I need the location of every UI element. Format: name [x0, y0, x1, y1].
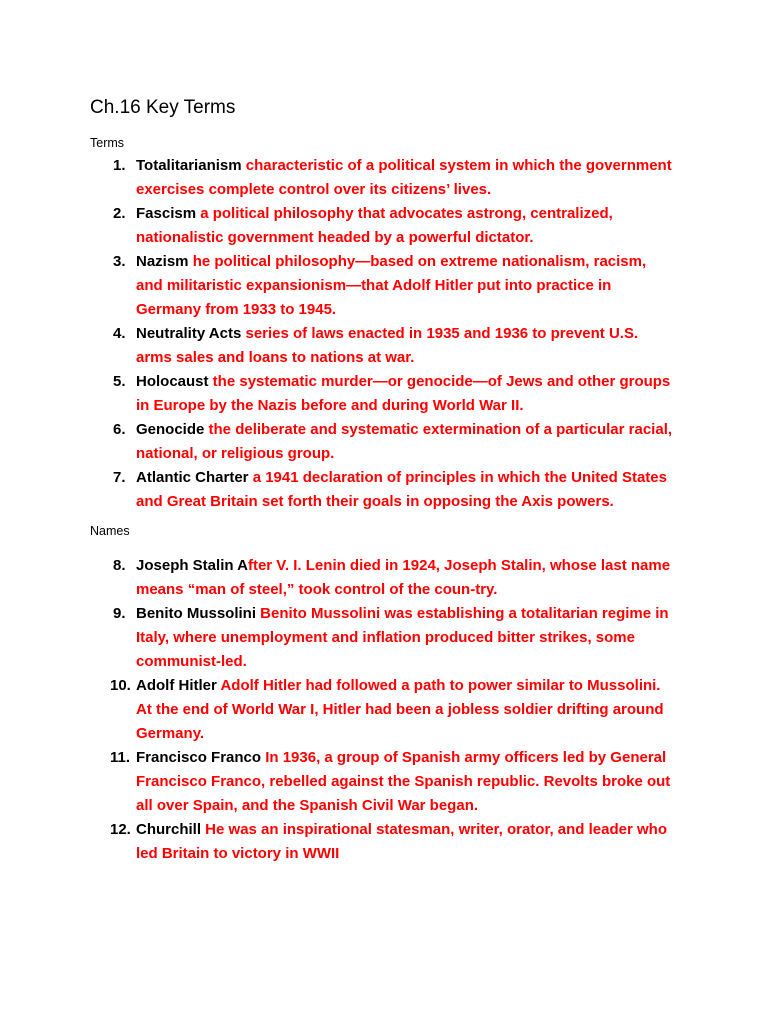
name-number: 12.: [110, 821, 131, 838]
person-description: fter V. I. Lenin died in 1924, Joseph Stalin, whose last name means “man of steel,” took control of the coun-try.: [136, 557, 671, 598]
term-number: 5.: [113, 373, 126, 390]
name-number: 10.: [110, 677, 131, 694]
document-title: Ch.16 Key Terms: [90, 97, 236, 118]
name-item: [0, 674, 676, 746]
term-number: 3.: [113, 253, 126, 270]
term-definition: the systematic murder—or genocide—of Jews and other groups in Europe by the Nazis before and during World War II.: [136, 373, 671, 414]
person-description: Benito Mussolini was establishing a totalitarian regime in Italy, where unemployment and inflation produced bitter strikes, some communist-led.: [136, 605, 669, 670]
term-number: 6.: [113, 421, 126, 438]
terms-section-label: Terms: [90, 136, 125, 150]
term-name: Holocaust: [136, 373, 209, 390]
term-definition: characteristic of a political system in which the government exercises complete control over its citizens’ lives.: [136, 157, 672, 198]
person-name: Churchill: [136, 821, 202, 838]
person-name: Adolf Hitler: [136, 677, 217, 694]
name-item: [0, 602, 676, 674]
name-item: [0, 746, 676, 818]
name-number: 8.: [113, 557, 126, 574]
term-definition: he political philosophy—based on extreme nationalism, racism, and militaristic expansionism—that Adolf Hitler put into practice in Germany from 1933 to 1945.: [136, 253, 647, 318]
person-description: Adolf Hitler had followed a path to power similar to Mussolini. At the end of World War I, Hitler had been a jobless soldier drifting around Germany.: [136, 677, 664, 742]
term-name: Totalitarianism: [136, 157, 242, 174]
name-number: 9.: [113, 605, 126, 622]
term-item: [0, 154, 676, 202]
names-section-label: Names: [90, 524, 130, 538]
term-name: Genocide: [136, 421, 205, 438]
person-description: In 1936, a group of Spanish army officers led by General Francisco Franco, rebelled against the Spanish republic. Revolts broke out all over Spain, and the Spanish Civil War began.: [136, 749, 671, 814]
names-list: [0, 554, 676, 866]
person-name: Joseph Stalin A: [136, 557, 248, 574]
term-definition: series of laws enacted in 1935 and 1936 to prevent U.S. arms sales and loans to nations at war.: [136, 325, 639, 366]
term-number: 7.: [113, 469, 126, 486]
term-definition: a 1941 declaration of principles in which the United States and Great Britain set forth their goals in opposing the Axis powers.: [136, 469, 667, 510]
name-item: [0, 818, 676, 866]
term-number: 2.: [113, 205, 126, 222]
name-number: 11.: [110, 749, 131, 766]
term-name: Neutrality Acts: [136, 325, 242, 342]
terms-list: [0, 154, 676, 514]
person-description: He was an inspirational statesman, writer, orator, and leader who led Britain to victory in WWII: [136, 821, 667, 862]
person-name: Benito Mussolini: [136, 605, 256, 622]
term-number: 4.: [113, 325, 126, 342]
term-item: [0, 466, 676, 514]
term-item: [0, 250, 676, 322]
person-name: Francisco Franco: [136, 749, 262, 766]
term-item: [0, 202, 676, 250]
term-number: 1.: [113, 157, 126, 174]
term-definition: a political philosophy that advocates astrong, centralized, nationalistic government headed by a powerful dictator.: [136, 205, 613, 246]
term-item: [0, 370, 676, 418]
term-name: Nazism: [136, 253, 189, 270]
name-item: [0, 554, 676, 602]
term-item: [0, 418, 676, 466]
term-item: [0, 322, 676, 370]
term-name: Atlantic Charter: [136, 469, 249, 486]
term-definition: the deliberate and systematic extermination of a particular racial, national, or religious group.: [136, 421, 673, 462]
term-name: Fascism: [136, 205, 197, 222]
